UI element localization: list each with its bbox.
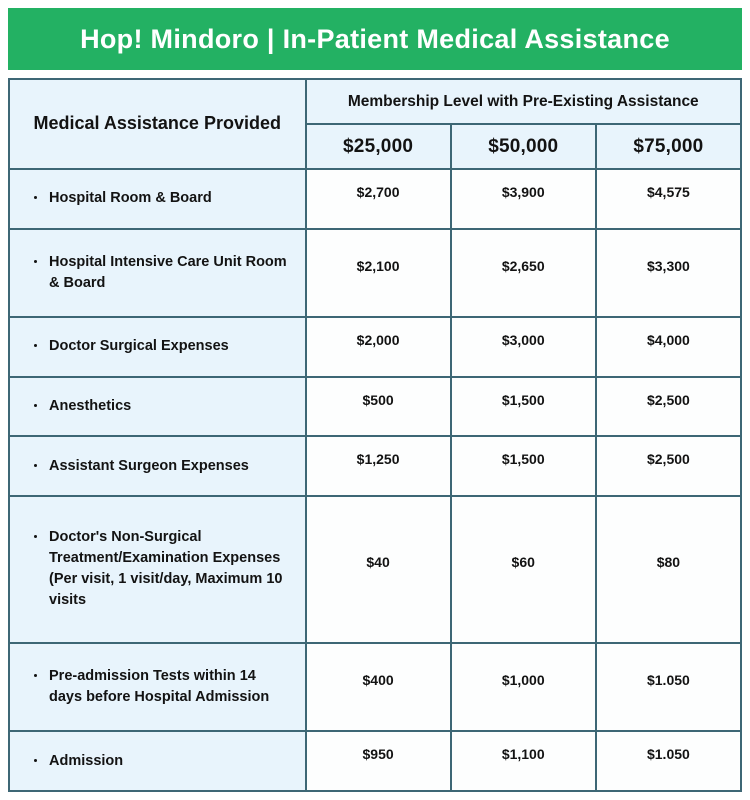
benefit-label: Hospital Room & Board	[49, 190, 212, 207]
benefit-label-cell	[9, 377, 306, 437]
benefit-label-cell	[9, 169, 306, 229]
bullet-icon	[34, 535, 37, 538]
benefit-value-75000: $3,300	[596, 229, 741, 318]
table-row	[9, 229, 741, 318]
benefit-value-50000: $1,500	[451, 436, 596, 496]
column-header-25000: $25,000	[306, 124, 451, 169]
benefit-value-50000: $60	[451, 496, 596, 643]
column-group-header: Membership Level with Pre-Existing Assistance	[306, 79, 742, 124]
benefit-label-cell	[9, 317, 306, 377]
row-header-medical-assistance: Medical Assistance Provided	[9, 79, 306, 169]
benefit-label: Admission	[49, 752, 124, 769]
table-row	[9, 731, 741, 791]
benefit-value-75000: $2,500	[596, 436, 741, 496]
benefit-value-75000: $2,500	[596, 377, 741, 437]
benefit-value-50000: $1,100	[451, 731, 596, 791]
table-row	[9, 169, 741, 229]
benefit-value-25000: $1,250	[306, 436, 451, 496]
benefits-table-container	[8, 78, 742, 792]
table-row	[9, 377, 741, 437]
benefit-value-50000: $2,650	[451, 229, 596, 318]
benefit-value-25000: $40	[306, 496, 451, 643]
benefit-value-50000: $1,000	[451, 643, 596, 732]
benefit-label-cell	[9, 496, 306, 643]
table-row	[9, 643, 741, 732]
column-header-75000: $75,000	[596, 124, 741, 169]
benefit-label-cell	[9, 436, 306, 496]
column-header-50000: $50,000	[451, 124, 596, 169]
title-banner	[8, 8, 742, 70]
benefit-value-25000: $2,000	[306, 317, 451, 377]
bullet-icon	[34, 404, 37, 407]
benefit-value-25000: $2,100	[306, 229, 451, 318]
bullet-icon	[34, 464, 37, 467]
benefit-label: Hospital Intensive Care Unit Room & Board	[49, 253, 287, 291]
benefit-value-50000: $3,900	[451, 169, 596, 229]
benefits-table	[8, 78, 742, 792]
benefit-value-25000: $2,700	[306, 169, 451, 229]
bullet-icon	[34, 674, 37, 677]
benefit-value-25000: $400	[306, 643, 451, 732]
benefit-label-cell	[9, 229, 306, 318]
benefit-label-cell	[9, 643, 306, 732]
benefit-value-50000: $1,500	[451, 377, 596, 437]
benefit-label: Anesthetics	[49, 398, 132, 415]
bullet-icon	[34, 344, 37, 347]
page-title: Hop! Mindoro | In-Patient Medical Assistance	[80, 23, 670, 54]
table-row	[9, 436, 741, 496]
benefit-value-75000: $80	[596, 496, 741, 643]
benefit-value-75000: $1.050	[596, 731, 741, 791]
table-row	[9, 317, 741, 377]
benefit-label: Doctor Surgical Expenses	[49, 338, 229, 355]
benefit-value-25000: $500	[306, 377, 451, 437]
benefit-value-75000: $4,575	[596, 169, 741, 229]
bullet-icon	[34, 260, 37, 263]
table-row	[9, 496, 741, 643]
bullet-icon	[34, 196, 37, 199]
benefit-label: Pre-admission Tests within 14 days before Hospital Admission	[49, 668, 270, 706]
benefit-value-50000: $3,000	[451, 317, 596, 377]
bullet-icon	[34, 759, 37, 762]
benefit-value-75000: $4,000	[596, 317, 741, 377]
table-body	[9, 169, 741, 791]
benefit-value-75000: $1.050	[596, 643, 741, 732]
benefit-label: Assistant Surgeon Expenses	[49, 457, 249, 474]
benefit-value-25000: $950	[306, 731, 451, 791]
benefit-label-cell	[9, 731, 306, 791]
benefit-label: Doctor's Non-Surgical Treatment/Examination Expenses (Per visit, 1 visit/day, Maximum 10 visits	[49, 529, 283, 609]
